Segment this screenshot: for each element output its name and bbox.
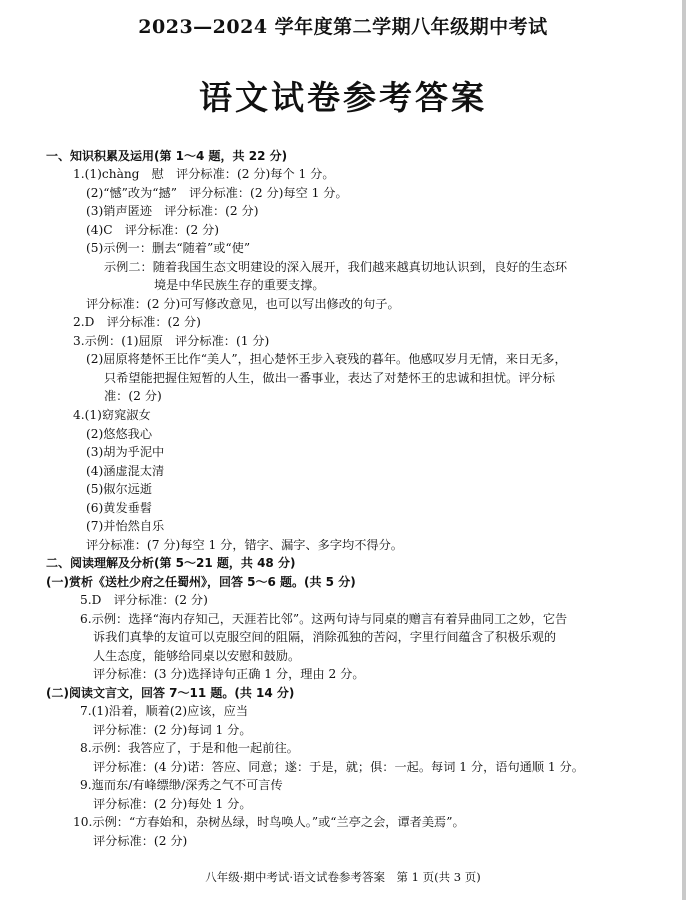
answer-line: 8.示例：我答应了，于是和他一起前往。 bbox=[80, 741, 299, 755]
page-edge bbox=[682, 0, 686, 900]
doc-title: 语文试卷参考答案 bbox=[199, 78, 487, 117]
answer-line: (6)黄发垂髫 bbox=[86, 501, 153, 515]
scoring-line: 评分标准：(2 分)每词 1 分。 bbox=[93, 723, 252, 737]
exam-title: 2023—2024 学年度第二学期八年级期中考试 bbox=[138, 16, 548, 38]
answer-line: 6.示例：选择“海内存知己，天涯若比邻”。这两句诗与同桌的赠言有着异曲同工之妙，它告 bbox=[80, 612, 568, 626]
answer-line: (5)俶尔远逝 bbox=[86, 482, 153, 496]
scoring-line: 评分标准：(2 分)每处 1 分。 bbox=[93, 797, 252, 811]
scoring-line: 评分标准：(4 分)诺：答应、同意；遂：于是，就；俱：一起。每词 1 分，语句通顺 1 分。 bbox=[93, 760, 584, 774]
answer-line: (3)销声匿迹 评分标准：(2 分) bbox=[86, 204, 259, 218]
answer-line: (4)涵虚混太清 bbox=[86, 464, 165, 478]
answer-line: (2)屈原将楚怀王比作“美人”，担心楚怀王步入衰残的暮年。他感叹岁月无情，来日无多， bbox=[86, 352, 567, 366]
scoring-line: 评分标准：(7 分)每空 1 分，错字、漏字、多字均不得分。 bbox=[86, 538, 403, 552]
answer-line: 人生态度，能够给同桌以安慰和鼓励。 bbox=[93, 649, 301, 663]
answer-line: (7)并怡然自乐 bbox=[86, 519, 165, 533]
answer-line: 2.D 评分标准：(2 分) bbox=[73, 315, 201, 329]
answer-line: 准：(2 分) bbox=[104, 389, 162, 403]
answer-line: 只希望能把握住短暂的人生，做出一番事业，表达了对楚怀王的忠诚和担忧。评分标 bbox=[104, 371, 555, 385]
answer-line: 4.(1)窈窕淑女 bbox=[73, 408, 151, 422]
subsection-heading-1: (一)赏析《送杜少府之任蜀州》，回答 5～6 题。(共 5 分) bbox=[46, 575, 356, 589]
scoring-line: 评分标准：(2 分)可写修改意见，也可以写出修改的句子。 bbox=[86, 297, 400, 311]
section-heading-2: 二、阅读理解及分析(第 5～21 题，共 48 分) bbox=[46, 556, 296, 570]
answer-line: 5.D 评分标准：(2 分) bbox=[80, 593, 208, 607]
answer-line: 1.(1)chàng 慰 评分标准：(2 分)每个 1 分。 bbox=[73, 167, 335, 181]
answer-line: (4)C 评分标准：(2 分) bbox=[86, 223, 220, 237]
section-heading-1: 一、知识积累及运用(第 1～4 题，共 22 分) bbox=[46, 149, 288, 163]
answer-line: 7.(1)沿着，顺着(2)应该，应当 bbox=[80, 704, 249, 718]
answer-line: 诉我们真挚的友谊可以克服空间的阻隔，消除孤独的苦闷，字里行间蕴含了积极乐观的 bbox=[93, 630, 557, 644]
scoring-line: 评分标准：(2 分) bbox=[93, 834, 188, 848]
answer-line: 9.迤而东/有峰缥缈/深秀之气不可言传 bbox=[80, 778, 283, 792]
answer-line: (3)胡为乎泥中 bbox=[86, 445, 165, 459]
answer-line: (2)悠悠我心 bbox=[86, 427, 153, 441]
answer-line: (5)示例一：删去“随着”或“使” bbox=[86, 241, 251, 255]
answer-line: 10.示例：“方春始和，杂树丛绿，时鸟唤人。”或“兰亭之会，谭者美焉”。 bbox=[73, 815, 465, 829]
scoring-line: 评分标准：(3 分)选择诗句正确 1 分，理由 2 分。 bbox=[93, 667, 365, 681]
subsection-heading-2: (二)阅读文言文，回答 7～11 题。(共 14 分) bbox=[46, 686, 295, 700]
answer-line: 境是中华民族生存的重要支撑。 bbox=[154, 278, 325, 292]
answer-line: 3.示例：(1)屈原 评分标准：(1 分) bbox=[73, 334, 270, 348]
answer-line: (2)“憾”改为“撼” 评分标准：(2 分)每空 1 分。 bbox=[86, 186, 348, 200]
answer-line: 示例二：随着我国生态文明建设的深入展开，我们越来越真切地认识到，良好的生态环 bbox=[104, 260, 568, 274]
page-footer: 八年级·期中考试·语文试卷参考答案 第 1 页(共 3 页) bbox=[205, 870, 481, 884]
